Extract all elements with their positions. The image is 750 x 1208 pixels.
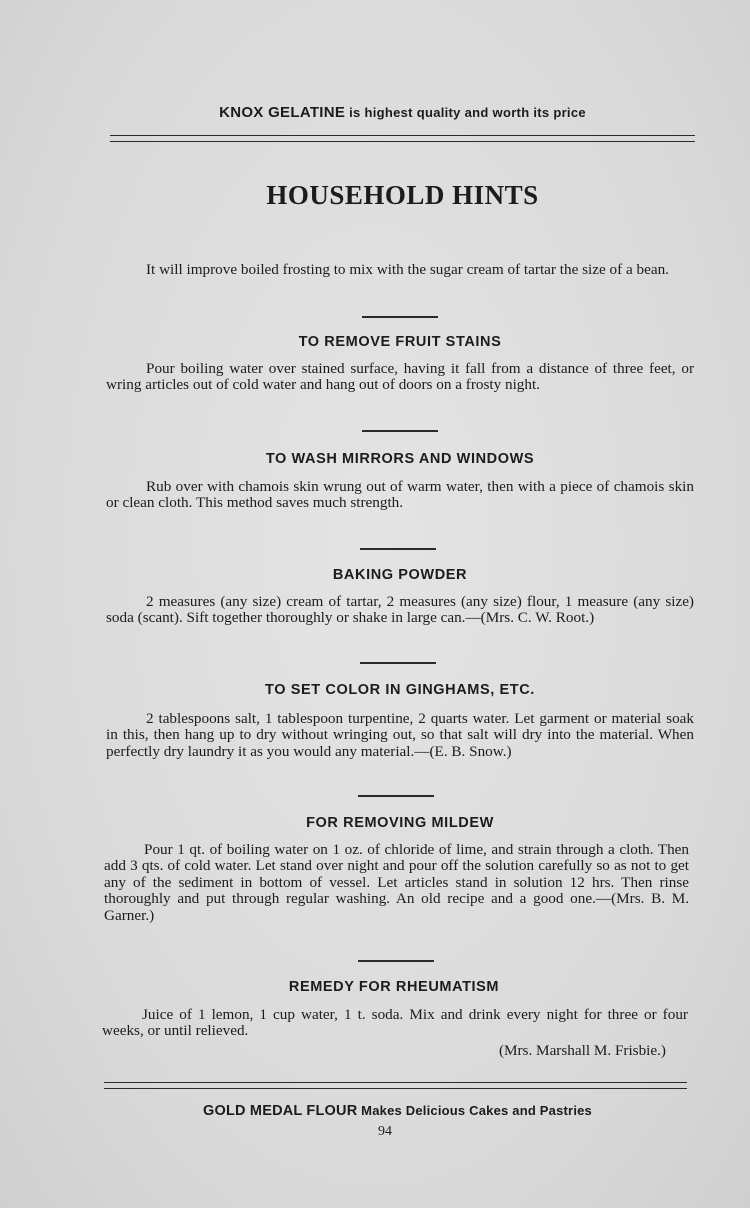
section-text-mirrors-windows: Rub over with chamois skin wrung out of warm water, then with a piece of chamois skin or clean cloth. This method saves much strength. — [106, 478, 694, 512]
section-heading-fruit-stains: TO REMOVE FRUIT STAINS — [298, 334, 502, 350]
section-text-mildew: Pour 1 qt. of boiling water on 1 oz. of chloride of lime, and strain through a cloth. Then add 3 qts. of cold water. Let stand over night and pour off the solution carefully so as not to get any of the sediment in bottom of vessel. Let articles stand in solution 12 hrs. Then rinse thoroughly and put through regular washing. An old recipe and a good one.—(Mrs. B. M. Garner.) — [104, 841, 689, 924]
footer-advertisement — [105, 1103, 690, 1119]
section-credit-rheumatism: (Mrs. Marshall M. Frisbie.) — [498, 1042, 666, 1059]
section-separator — [358, 960, 434, 962]
header-brand: KNOX GELATINE — [219, 104, 346, 121]
footer-slogan: Makes Delicious Cakes and Pastries — [357, 1103, 592, 1118]
footer-double-rule — [104, 1082, 687, 1089]
intro-paragraph: It will improve boiled frosting to mix with the sugar cream of tartar the size of a bean. — [146, 261, 669, 278]
footer-brand: GOLD MEDAL FLOUR — [203, 1103, 358, 1119]
section-heading-mirrors-windows: TO WASH MIRRORS AND WINDOWS — [265, 451, 535, 467]
section-heading-mildew: FOR REMOVING MILDEW — [306, 815, 494, 831]
section-heading-ginghams: TO SET COLOR IN GINGHAMS, ETC. — [265, 682, 535, 698]
header-slogan: is highest quality and worth its price — [345, 105, 586, 120]
header-double-rule — [110, 135, 695, 142]
section-separator — [358, 795, 434, 797]
section-separator — [360, 548, 436, 550]
page-title: HOUSEHOLD HINTS — [266, 180, 539, 210]
section-heading-baking-powder: BAKING POWDER — [332, 567, 468, 583]
page-number: 94 — [378, 1124, 392, 1139]
section-text-baking-powder: 2 measures (any size) cream of tartar, 2 measures (any size) flour, 1 measure (any size) soda (scant). Sift together thoroughly or shake in large can.—(Mrs. C. W. Root.) — [106, 593, 694, 627]
header-advertisement — [110, 104, 695, 121]
section-separator — [362, 430, 438, 432]
section-heading-rheumatism: REMEDY FOR RHEUMATISM — [288, 979, 500, 995]
section-separator — [362, 316, 438, 318]
section-text-rheumatism: Juice of 1 lemon, 1 cup water, 1 t. soda. Mix and drink every night for three or four weeks, or until relieved. — [102, 1006, 688, 1040]
section-separator — [360, 662, 436, 664]
section-text-ginghams: 2 tablespoons salt, 1 tablespoon turpentine, 2 quarts water. Let garment or material soak in this, then hang up to dry without wringing out, so that salt will dry into the material. When perfectly dry laundry it as you would any material.—(E. B. Snow.) — [106, 710, 694, 760]
section-text-fruit-stains: Pour boiling water over stained surface, having it fall from a distance of three feet, or wring articles out of cold water and hang out of doors on a frosty night. — [106, 360, 694, 394]
